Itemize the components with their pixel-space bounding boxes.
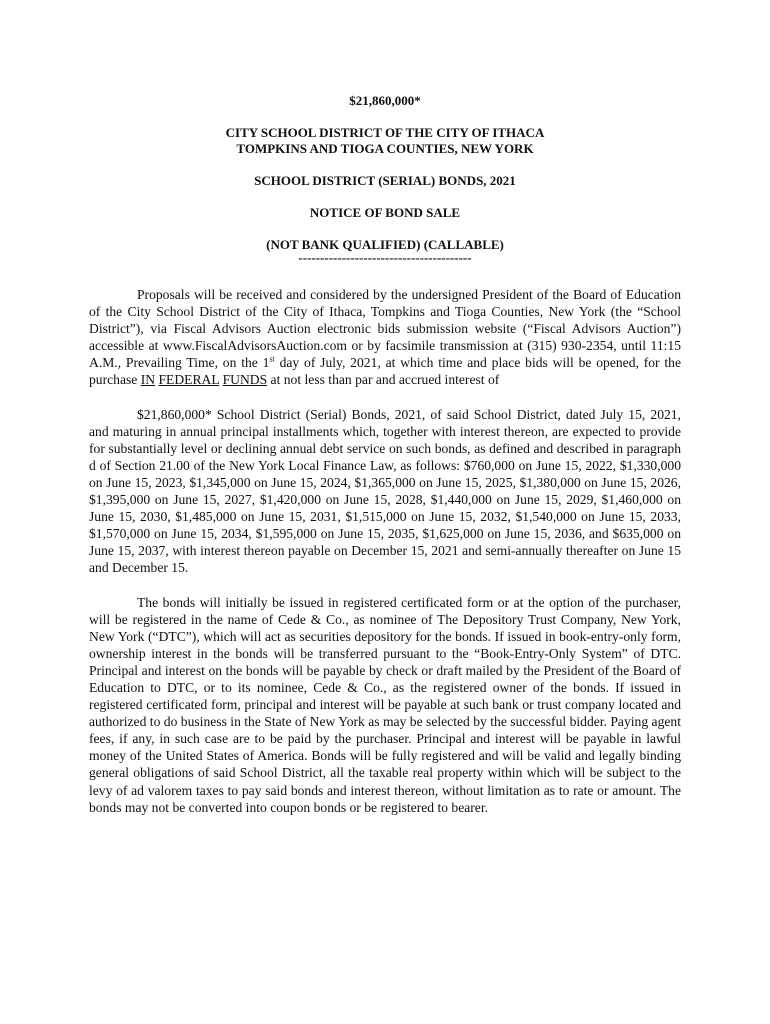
separator-line: ---------------------------------------- bbox=[298, 250, 472, 265]
qualification-line: (NOT BANK QUALIFIED) (CALLABLE) bbox=[266, 237, 504, 252]
document-page bbox=[89, 93, 681, 833]
bond-amount-heading: $21,860,000* bbox=[349, 93, 421, 108]
notice-title: NOTICE OF BOND SALE bbox=[309, 205, 461, 220]
underlined-federal: FEDERAL bbox=[158, 372, 220, 388]
underlined-funds: FUNDS bbox=[222, 372, 268, 388]
proposals-text-a: Proposals will be received and considered by the undersigned President of the Board of Education of the City School District of the City of Ithaca, Tompkins and Tioga Counties, New York (the “School District”), via Fiscal Advisors Auction electronic bids submission website (“Fiscal Advisors Auction”) accessible at www.FiscalAdvisorsAuction.com or by facsimile transmission at (315) 930-2354, until 11:15 A.M., Prevailing Time, on the 1 bbox=[89, 287, 681, 371]
district-name-line: CITY SCHOOL DISTRICT OF THE CITY OF ITHACA bbox=[225, 125, 545, 140]
registration-paragraph: The bonds will initially be issued in registered certificated form or at the option of the purchaser, will be registered in the name of Cede & Co., as nominee of The Depository Trust Company, New York, New York (“DTC”), which will act as securities depository for the bonds. If issued in book-entry-only form, ownership interest in the bonds will be transferred pursuant to the “Book-Entry-Only System” of DTC. Principal and interest on the bonds will be payable by check or draft mailed by the President of the Board of Education to DTC, or to its nominee, Cede & Co., as the registered owner of the bonds. If issued in registered certificated form, principal and interest will be payable at such bank or trust company located and authorized to do business in the State of New York as may be selected by the successful bidder. Paying agent fees, if any, in such case are to be paid by the purchaser. Principal and interest will be payable in lawful money of the United States of America. Bonds will be fully registered and will be valid and legally binding general obligations of said School District, all the taxable real property within which will be subject to the levy of ad valorem taxes to pay said bonds and interest thereon, without limitation as to rate or amount. The bonds may not be converted into coupon bonds or be registered to bearer. bbox=[89, 594, 681, 815]
ordinal-suffix: st bbox=[269, 354, 275, 364]
maturity-paragraph: $21,860,000* School District (Serial) Bonds, 2021, of said School District, dated July 15, 2021, and maturing in annual principal installments which, together with interest thereon, are expected to provide for substantially level or declining annual debt service on such bonds, as defined and described in paragraph d of Section 21.00 of the New York Local Finance Law, as follows: $760,000 on June 15, 2022, $1,330,000 on June 15, 2023, $1,345,000 on June 15, 2024, $1,365,000 on June 15, 2025, $1,380,000 on June 15, 2026, $1,395,000 on June 15, 2027, $1,420,000 on June 15, 2028, $1,440,000 on June 15, 2029, $1,460,000 on June 15, 2030, $1,485,000 on June 15, 2031, $1,515,000 on June 15, 2032, $1,540,000 on June 15, 2033, $1,570,000 on June 15, 2034, $1,595,000 on June 15, 2035, $1,625,000 on June 15, 2036, and $635,000 on June 15, 2037, with interest thereon payable on December 15, 2021 and semi-annually thereafter on June 15 and December 15. bbox=[89, 406, 681, 576]
district-counties-line: TOMPKINS AND TIOGA COUNTIES, NEW YORK bbox=[236, 141, 534, 156]
district-heading bbox=[89, 125, 681, 157]
bonds-title: SCHOOL DISTRICT (SERIAL) BONDS, 2021 bbox=[254, 173, 516, 188]
proposals-text-c: at not less than par and accrued interest of bbox=[267, 372, 500, 388]
proposals-paragraph bbox=[89, 286, 681, 389]
underlined-in: IN bbox=[140, 372, 156, 388]
proposals-text-b: day of July, 2021, at which time and place bids will be opened, for the purchase bbox=[89, 355, 682, 388]
